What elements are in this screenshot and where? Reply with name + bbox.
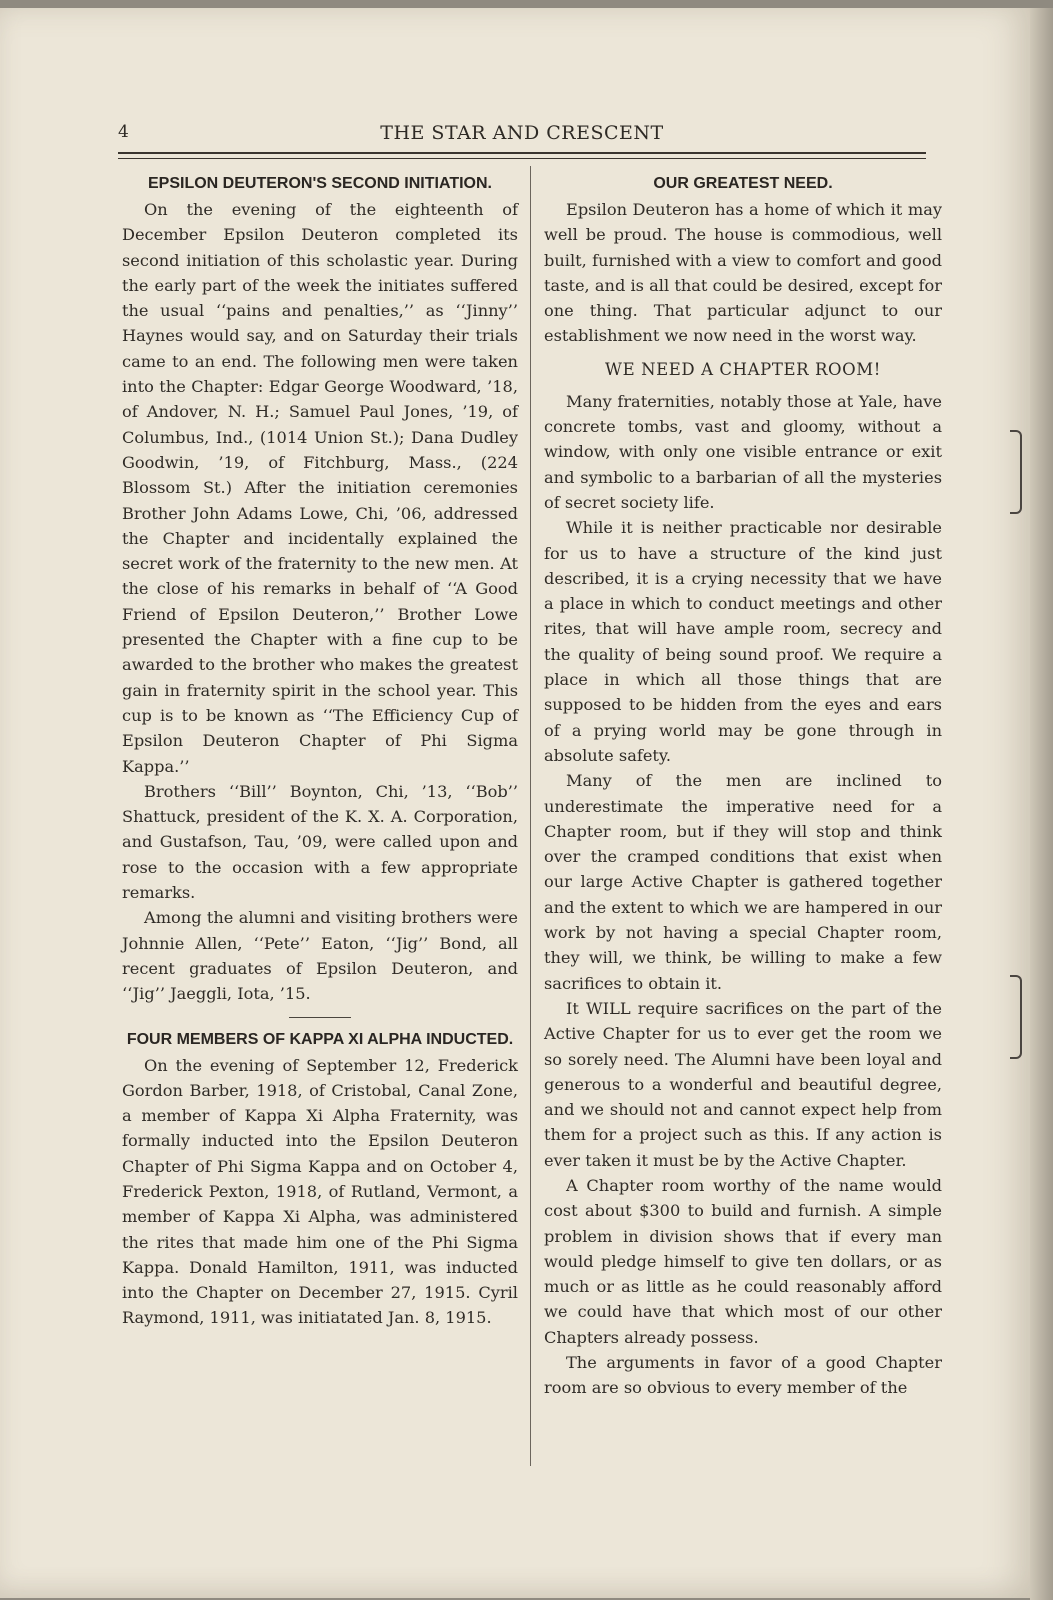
article-paragraph: A Chapter room worthy of the name would cost about $300 to build and furnish. A simple problem in division shows that if every man would pledge himself to give ten dollars, or as much or as little as he could reasonably afford we could have that which most of our other Chapters already possess.: [544, 1175, 942, 1347]
article-paragraph: Brothers ‘‘Bill’’ Boynton, Chi, ’13, ‘‘Bob’’ Shattuck, president of the K. X. A. Corporation, and Gustafson, Tau, ’09, were called upon and rose to the occasion with a few appropriate remarks.: [122, 781, 518, 903]
article-heading-kappa-xi-alpha: FOUR MEMBERS OF KAPPA XI ALPHA INDUCTED.: [126, 1030, 514, 1048]
running-header: [118, 122, 926, 150]
article-paragraph: The arguments in favor of a good Chapter room are so obvious to every member of the: [544, 1353, 942, 1398]
page-edge: [1030, 8, 1053, 1600]
page-number: 4: [118, 122, 129, 142]
column-divider: [530, 166, 531, 1466]
article-heading-second-initiation: EPSILON DEUTERON'S SECOND INITIATION.: [148, 175, 492, 192]
article-paragraph: While it is neither practicable nor desirable for us to have a structure of the kind just described, it is a crying necessity that we have a place in which to conduct meetings and other rites, that will have ample room, secrecy and the quality of being sound proof. We require a place in which all those things that are supposed to be hidden from the eyes and ears of a prying world may be gone through in absolute safety.: [544, 518, 942, 765]
article-paragraph: Epsilon Deuteron has a home of which it may well be proud. The house is commodious, well built, furnished with a view to comfort and good taste, and is all that could be desired, except for one thing. That particular adjunct to our establishment we now need in the worst way.: [544, 200, 942, 346]
staple-mark: [1010, 975, 1022, 1059]
article-separator: [289, 1017, 351, 1018]
article-paragraph: Many of the men are inclined to underestimate the imperative need for a Chapter room, but if they will stop and think over the cramped conditions that exist when our large Active Chapter is gathered together and the extent to which we are hampered in our work by not having a special Chapter room, they will, we think, be willing to make a few sacrifices to obtain it.: [544, 771, 942, 993]
article-heading-greatest-need: OUR GREATEST NEED.: [653, 175, 833, 192]
header-rule: [118, 152, 926, 154]
article-paragraph: Many fraternities, notably those at Yale, have concrete tombs, vast and gloomy, without a window, with only one visible entrance or exit and symbolic to a barbarian of all the mysteries of secret society life.: [544, 391, 942, 512]
subheading-chapter-room: WE NEED A CHAPTER ROOM!: [605, 359, 881, 379]
article-paragraph: On the evening of the eighteenth of December Epsilon Deuteron completed its second initiation of this scholastic year. During the early part of the week the initiates suffered the usual ‘‘pains and penalties,’’ as ‘‘Jinny’’ Haynes would say, and on Saturday their trials came to an end. The following men were taken into the Chapter: Edgar George Woodward, ’18, of Andover, N. H.; Samuel Paul Jones, ’19, of Columbus, Ind., (1014 Union St.); Dana Dudley Goodwin, ’19, of Fitchburg, Mass., (224 Blossom St.) After the initiation ceremonies Brother John Adams Lowe, Chi, ’06, addressed the Chapter and incidentally explained the secret work of the fraternity to the new men. At the close of his remarks in behalf of ‘‘A Good Friend of Epsilon Deuteron,’’ Brother Lowe presented the Chapter with a fine cup to be awarded to the brother who makes the greatest gain in fraternity spirit in the school year. This cup is to be known as ‘‘The Efficiency Cup of Epsilon Deuteron Chapter of Phi Sigma Kappa.’’: [122, 200, 518, 776]
right-column: [544, 170, 942, 1401]
article-paragraph: Among the alumni and visiting brothers were Johnnie Allen, ‘‘Pete’’ Eaton, ‘‘Jig’’ Bond, all recent graduates of Epsilon Deuteron, and ‘‘Jig’’ Jaeggli, Iota, ’15.: [122, 908, 518, 1004]
staple-mark: [1010, 430, 1022, 514]
publication-title: THE STAR AND CRESCENT: [380, 122, 664, 144]
left-column: [122, 170, 518, 1331]
article-paragraph: It WILL require sacrifices on the part of the Active Chapter for us to ever get the room we so sorely need. The Alumni have been loyal and generous to a wonderful and beautiful degree, and we should not and cannot expect help from them for a project such as this. If any action is ever taken it must be by the Active Chapter.: [544, 998, 942, 1170]
header-rule-thin: [118, 158, 926, 159]
article-paragraph: On the evening of September 12, Frederick Gordon Barber, 1918, of Cristobal, Canal Zone, a member of Kappa Xi Alpha Fraternity, was formally inducted into the Epsilon Deuteron Chapter of Phi Sigma Kappa and on October 4, Frederick Pexton, 1918, of Rutland, Vermont, a member of Kappa Xi Alpha, was administered the rites that made him one of the Phi Sigma Kappa. Donald Hamilton, 1911, was inducted into the Chapter on December 27, 1915. Cyril Raymond, 1911, was initiatated Jan. 8, 1915.: [122, 1055, 518, 1328]
